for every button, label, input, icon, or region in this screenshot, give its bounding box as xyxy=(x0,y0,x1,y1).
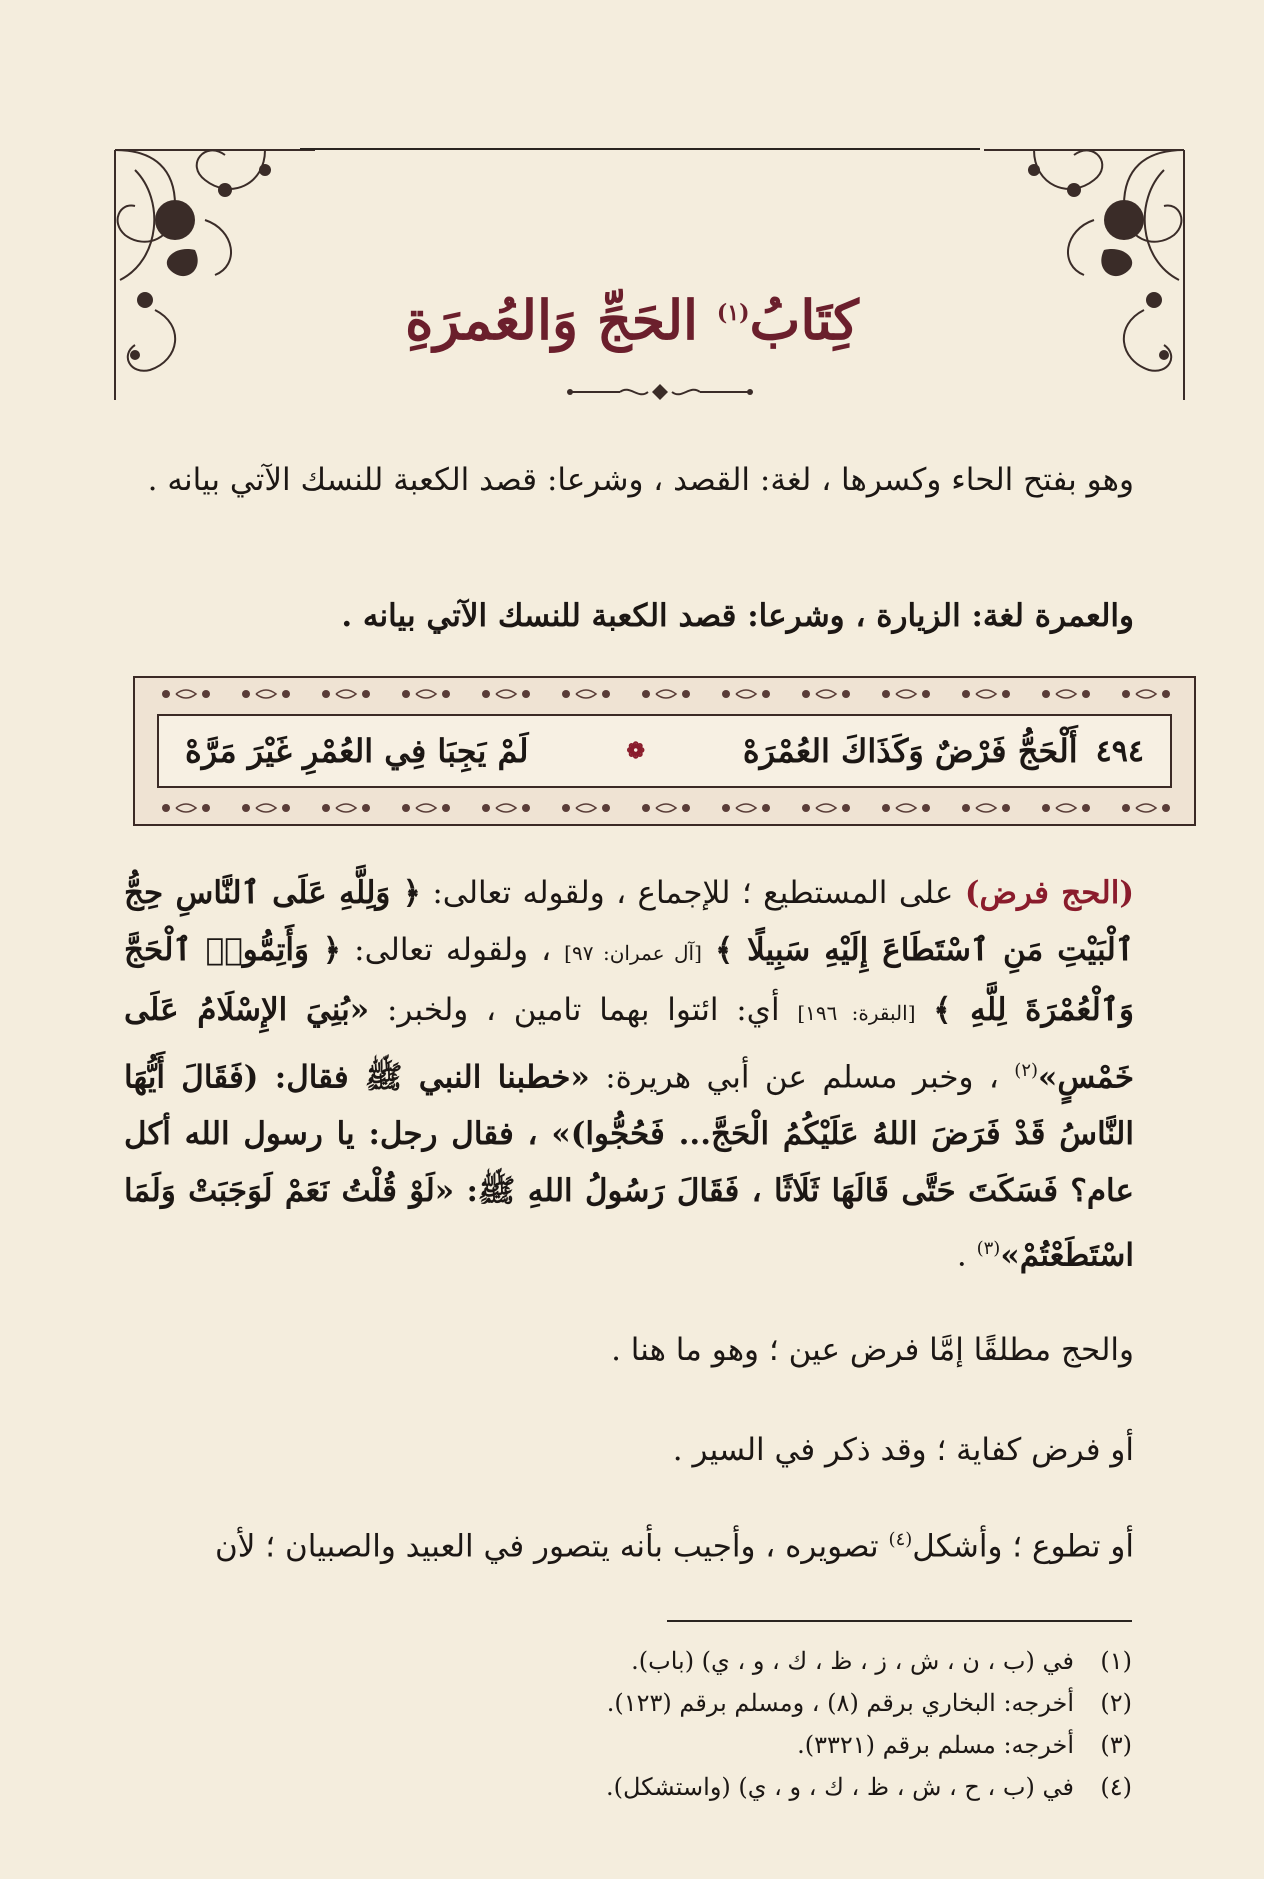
commentary-text-1: على المستطيع ؛ للإجماع ، ولقوله تعالى: xyxy=(432,875,954,911)
body-paragraph-1: والحج مطلقًا إمَّا فرض عين ؛ وهو ما هنا . xyxy=(611,1332,1134,1368)
verse-hemistich-first: أَلْحَجُّ فَرْضٌ وَكَذَاكَ العُمْرَهْ xyxy=(742,732,1078,770)
floral-corner-ornament-left xyxy=(105,110,325,410)
footnote-text: أخرجه: البخاري برقم (٨) ، ومسلم برقم (١٢٣). xyxy=(606,1689,1074,1717)
commentary-lead: (الحج فرض) xyxy=(964,875,1135,911)
footnote-text: في (ب ، ح ، ش ، ظ ، ك ، و ، ي) (واستشكل). xyxy=(605,1773,1074,1801)
footnote-number: (٣) xyxy=(1100,1731,1132,1759)
footnote-number: (٢) xyxy=(1100,1689,1132,1717)
quran-ref-2: [البقرة: ١٩٦] xyxy=(797,1001,916,1025)
quran-quote-2: ﴿ وَأَتِمُّوا۟ ٱلْحَجَّ وَٱلْعُمْرَةَ لِلَّهِ ﴾ xyxy=(124,932,1134,1028)
frame-pattern-top xyxy=(146,684,1186,704)
body-paragraph-3 xyxy=(124,1510,1134,1576)
chapter-title xyxy=(0,278,1264,355)
body-paragraph-3-start: أو تطوع ؛ وأشكل xyxy=(912,1528,1134,1565)
body-paragraph-3-end: تصويره ، وأجيب بأنه يتصور في العبيد والصبيان ؛ لأن xyxy=(214,1528,879,1565)
footnote-item xyxy=(132,1724,1132,1766)
verse-number: ٤٩٤ xyxy=(1095,733,1144,769)
footnote-item xyxy=(132,1640,1132,1682)
footnote-item xyxy=(132,1766,1132,1808)
poem-verse xyxy=(157,714,1172,788)
frame-pattern-bottom xyxy=(146,798,1186,818)
hemistich-separator-icon: ❁ xyxy=(626,738,645,764)
hadith-quote-2: «خطبنا النبي ﷺ فقال: (فَقَالَ أَيُّهَا النَّاسُ قَدْ فَرَضَ اللهُ عَلَيْكُمُ الْحَجَّ... فَحُجُّوا)» ، فقال رجل: يا رسول الله أكل عام؟ فَسَكَتَ حَتَّى قَالَهَا ثَلَاثًا ، فَقَالَ رَسُولُ اللهِ ﷺ: «لَوْ قُلْتُ نَعَمْ لَوَجَبَتْ وَلَمَا اسْتَطَعْتُمْ» xyxy=(124,1059,1134,1274)
footnote-ref-4[interactable]: (٤) xyxy=(888,1529,913,1550)
verse-hemistich-second: لَمْ يَجِبَا فِي العُمْرِ غَيْرَ مَرَّهْ xyxy=(185,732,529,770)
footnote-number: (٤) xyxy=(1100,1773,1132,1801)
commentary-text-3: أي: ائتوا بهما تامين ، ولخبر: xyxy=(386,992,780,1028)
commentary-text-4: ، وخبر مسلم عن أبي هريرة: xyxy=(605,1059,999,1096)
intro-definition-hajj: وهو بفتح الحاء وكسرها ، لغة: القصد ، وشرعا: قصد الكعبة للنسك الآتي بيانه . xyxy=(147,462,1134,498)
commentary-paragraph xyxy=(124,865,1134,1285)
footnote-number: (١) xyxy=(1100,1647,1132,1675)
commentary-end: . xyxy=(956,1237,967,1274)
footnote-item xyxy=(132,1682,1132,1724)
floral-corner-ornament-right xyxy=(974,110,1194,410)
footnotes xyxy=(132,1640,1132,1808)
footnote-text: في (ب ، ن ، ش ، ز ، ظ ، ك ، و ، ي) (باب). xyxy=(631,1647,1074,1675)
title-prefix: كِتَابُ xyxy=(749,288,859,352)
footnote-text: أخرجه: مسلم برقم (٣٣٢١). xyxy=(797,1731,1074,1759)
title-main: الحَجِّ وَالعُمرَةِ xyxy=(405,288,699,352)
footnote-separator xyxy=(667,1620,1132,1622)
footnote-ref-3[interactable]: (٣) xyxy=(976,1238,1001,1260)
body-paragraph-2: أو فرض كفاية ؛ وقد ذكر في السير . xyxy=(672,1432,1134,1468)
commentary-text-2: ، ولقوله تعالى: xyxy=(354,932,552,968)
header-rule xyxy=(300,148,980,150)
footnote-ref-2[interactable]: (٢) xyxy=(1014,1060,1039,1081)
intro-definition-umrah: والعمرة لغة: الزيارة ، وشرعا: قصد الكعبة للنسك الآتي بيانه . xyxy=(341,598,1134,634)
poem-verse-frame xyxy=(133,676,1196,826)
hadith-quote-1: «بُنِيَ الإِسْلَامُ عَلَى خَمْسٍ» xyxy=(124,992,1134,1096)
quran-ref-1: [آل عمران: ٩٧] xyxy=(564,941,702,965)
title-footnote-ref[interactable]: (١) xyxy=(716,300,750,326)
title-divider-ornament xyxy=(560,382,760,402)
quran-quote-1: ﴿ وَلِلَّهِ عَلَى ٱلنَّاسِ حِجُّ ٱلْبَيْتِ مَنِ ٱسْتَطَاعَ إِلَيْهِ سَبِيلًا ﴾ xyxy=(124,875,1134,968)
